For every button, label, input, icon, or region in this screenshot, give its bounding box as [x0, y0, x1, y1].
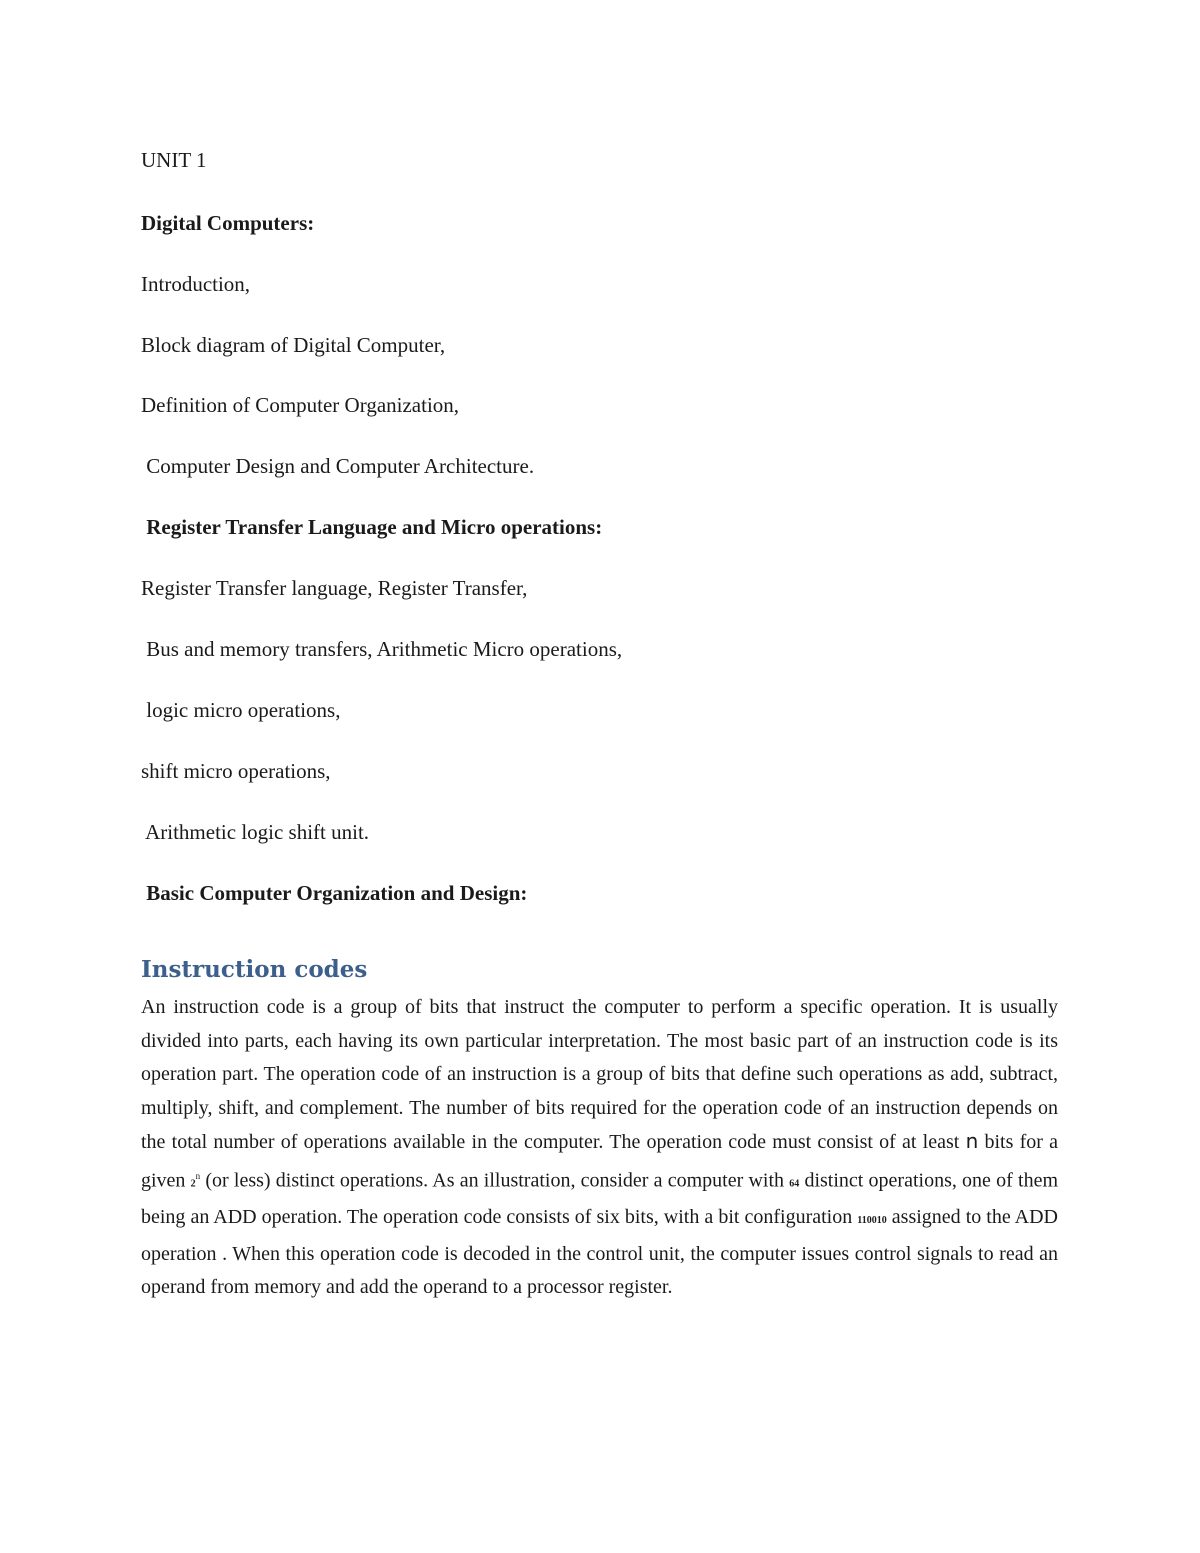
number-64: 64 — [789, 1178, 800, 1190]
heading-instruction-codes: Instruction codes — [141, 956, 368, 983]
topic-item-introduction: Introduction, — [141, 272, 251, 296]
n-symbol: n — [965, 1129, 979, 1154]
paragraph-text-1: An instruction code is a group of bits that instruct the computer to perform a specific operation. It is usually divided into parts, each having its own particular interpretation. The most basic part of an instruction code is its operation part. The operation code of an instruction is a group of bits that define such operations as add, subtract, multiply, shift, and complement. The number of bits required for the operation code of an instruction depends on the total number of operations available in the computer. The operation code must consist of at least — [141, 996, 1058, 1154]
paragraph-text-2: bits for a given — [141, 1131, 1058, 1192]
section-heading-basic-organization: Basic Computer Organization and Design: — [141, 881, 528, 905]
topic-item-shift: shift micro operations, — [141, 759, 331, 783]
instruction-codes-paragraph — [141, 991, 1058, 1305]
two-symbol: 2 — [190, 1178, 196, 1190]
topic-item-block-diagram: Block diagram of Digital Computer, — [141, 333, 446, 357]
paragraph-text-3: (or less) distinct operations. As an illustration, consider a computer with — [200, 1169, 790, 1192]
section-heading-digital-computers: Digital Computers: — [141, 211, 315, 235]
paragraph-text-4: distinct operations, one of them being an ADD operation. The operation code consists of six bits, with a bit configuration — [141, 1169, 1059, 1229]
paragraph-text-5: assigned to the ADD operation . When this operation code is decoded in the control unit, the computer issues control signals to read an operand from memory and add the operand to a processor register. — [141, 1206, 1059, 1299]
topic-item-alsu: Arithmetic logic shift unit. — [141, 820, 370, 844]
unit-title: UNIT 1 — [141, 148, 207, 172]
topic-item-rtl-transfer: Register Transfer language, Register Transfer, — [141, 576, 528, 600]
section-heading-rtl: Register Transfer Language and Micro operations: — [141, 515, 603, 539]
bit-configuration-110010: 110010 — [857, 1215, 887, 1227]
topic-item-definition: Definition of Computer Organization, — [141, 393, 460, 417]
superscript-n: n — [195, 1170, 201, 1181]
topic-item-design-architecture: Computer Design and Computer Architecture. — [141, 454, 535, 478]
topic-item-bus-memory: Bus and memory transfers, Arithmetic Micro operations, — [141, 637, 623, 661]
topic-item-logic: logic micro operations, — [141, 698, 341, 722]
